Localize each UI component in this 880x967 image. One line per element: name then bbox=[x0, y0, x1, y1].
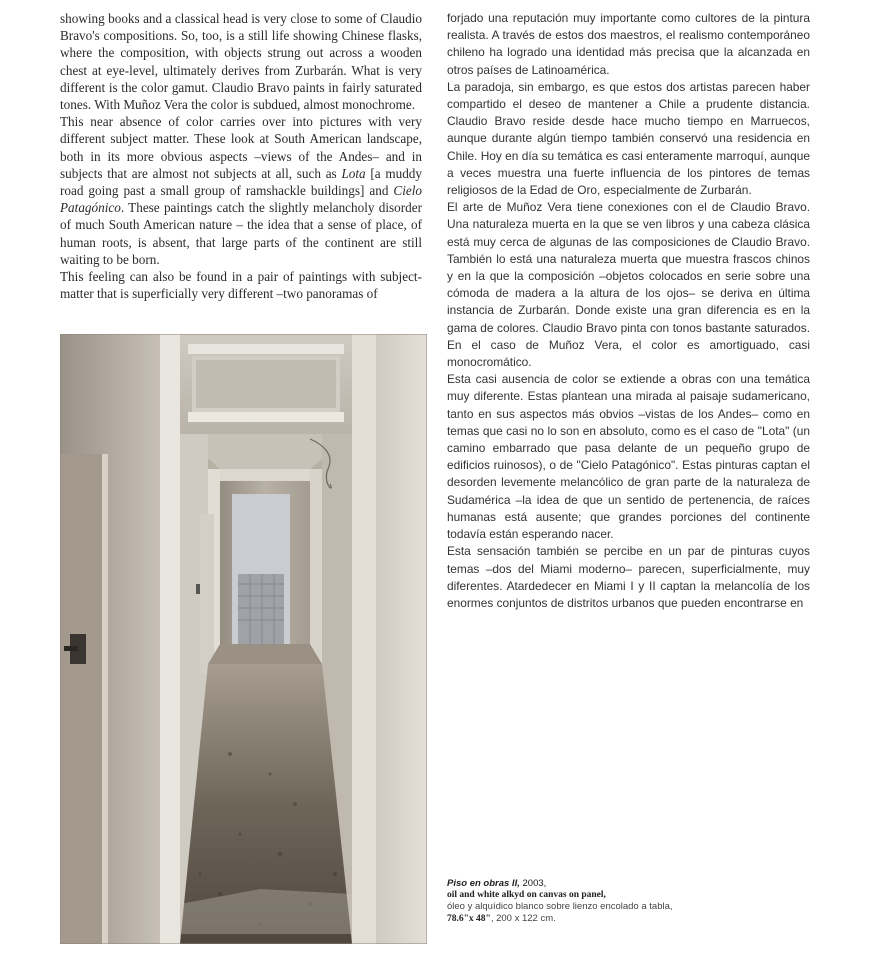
caption-medium-es: óleo y alquídico blanco sobre lienzo encolado a tabla, bbox=[447, 901, 673, 913]
title-lota: Lota bbox=[341, 165, 366, 181]
caption-title: Piso en obras II, bbox=[447, 878, 520, 889]
painting-corridor-image bbox=[60, 334, 427, 944]
spanish-paragraph-4: Esta casi ausencia de color se extiende a obras con una temática muy diferente. Estas plantean una mirada al paisaje sudamericano, tanto en sus aspectos más obvios –vistas de los Andes– como en temas que casi no lo son en absoluto, como es el caso de "Lota" (un camino embarrado que pasa delante de un pequeño grupo de edificios ruinosos), o de "Cielo Patagónico". Estas pinturas captan el desorden levemente melancólico de gran parte de la naturaleza de Sudamérica –la idea de que un sentido de pertenencia, de raíces humanas está ausente; que grandes porciones del continente todavía están esperando nacer. bbox=[447, 372, 810, 542]
caption-title-line bbox=[447, 878, 747, 890]
spanish-paragraph-5: Esta sensación también se percibe en un par de pinturas cuyos temas –dos del Miami moderno– parecen, superficialmente, muy diferentes. Atardedecer en Miami I y II captan la melancolía de los enormes conjuntos de distritos urbanos que pueden encontrarse en bbox=[447, 544, 810, 610]
caption-dimensions bbox=[447, 913, 747, 926]
english-paragraph-2: This near absence of color carries over into pictures with very different subject matter. These look at South American landscape, both in its more obvious aspects –views of the Andes– and in subjects that are almost not subjects at all, such as Lota [a muddy road going past a small group of ramshackle buildings] and Cielo Patagónico. These paintings catch the slightly melancholy disorder of much South American nature – the idea that a sense of place, of human roots, is absent, that large parts of the continent are still waiting to be born. bbox=[60, 114, 422, 267]
spanish-paragraph-2: La paradoja, sin embargo, es que estos dos artistas parecen haber compartido el deseo de mantener a Chile a prudente distancia. Claudio Bravo reside desde hace mucho tiempo en Marruecos, aunque durante algún tiempo también conservó una residencia en Chile. Hoy en día su temática es casi enteramente marroquí, aunque a veces muestra una fuerte influencia de los pintores de temas religiosos de la Edad de Oro, especialmente de Zurbarán. bbox=[447, 79, 810, 198]
spanish-paragraph-3: El arte de Muñoz Vera tiene conexiones con el de Claudio Bravo. Una naturaleza muerta en la que se ven libros y una cabeza clásica está muy cerca de algunas de las composiciones de Claudio Bravo. También lo está una naturaleza muerta que muestra frascos chinos y en la que la composición –objetos colocados en serie sobre una cómoda de madera a la altura de los ojos– se deriva en última instancia de Zurbarán. Donde existe una gran diferencia es en la gama de colores. Claudio Bravo pinta con tonos bastante saturados. En el caso de Muñoz Vera, el color es amortiguado, casi monocromático. bbox=[447, 200, 810, 370]
english-paragraph-3: This feeling can also be found in a pair of paintings with subject-matter that is superficially very different –two panoramas of bbox=[60, 269, 422, 302]
english-paragraph-1: showing books and a classical head is very close to some of Claudio Bravo's compositions. So, too, is a still life showing Chinese flasks, where the composition, with objects strung out across a wooden chest at eye-level, ultimately derives from Zurbarán. What is very different is the color gamut. Claudio Bravo paints in fairly saturated tones. With Muñoz Vera the color is subdued, almost monochrome. bbox=[60, 11, 422, 113]
caption-medium-en: oil and white alkyd on canvas on panel, bbox=[447, 889, 606, 900]
title-cielo-patagonico: Cielo Patagónico bbox=[60, 183, 422, 216]
painting-caption bbox=[447, 878, 747, 925]
english-text-column bbox=[60, 10, 422, 302]
caption-year: 2003, bbox=[519, 878, 547, 889]
spanish-text-column bbox=[447, 10, 810, 612]
painting-svg bbox=[60, 334, 427, 944]
caption-size-cm: , 200 x 122 cm. bbox=[490, 912, 556, 924]
caption-size-inches: 78.6"x 48" bbox=[447, 913, 491, 924]
spanish-paragraph-1: forjado una reputación muy importante como cultores de la pintura realista. A través de estos dos maestros, el realismo contemporáneo chileno ha logrado una identidad más precisa que la alcanzada en otros países de Latinoamérica. bbox=[447, 11, 810, 77]
